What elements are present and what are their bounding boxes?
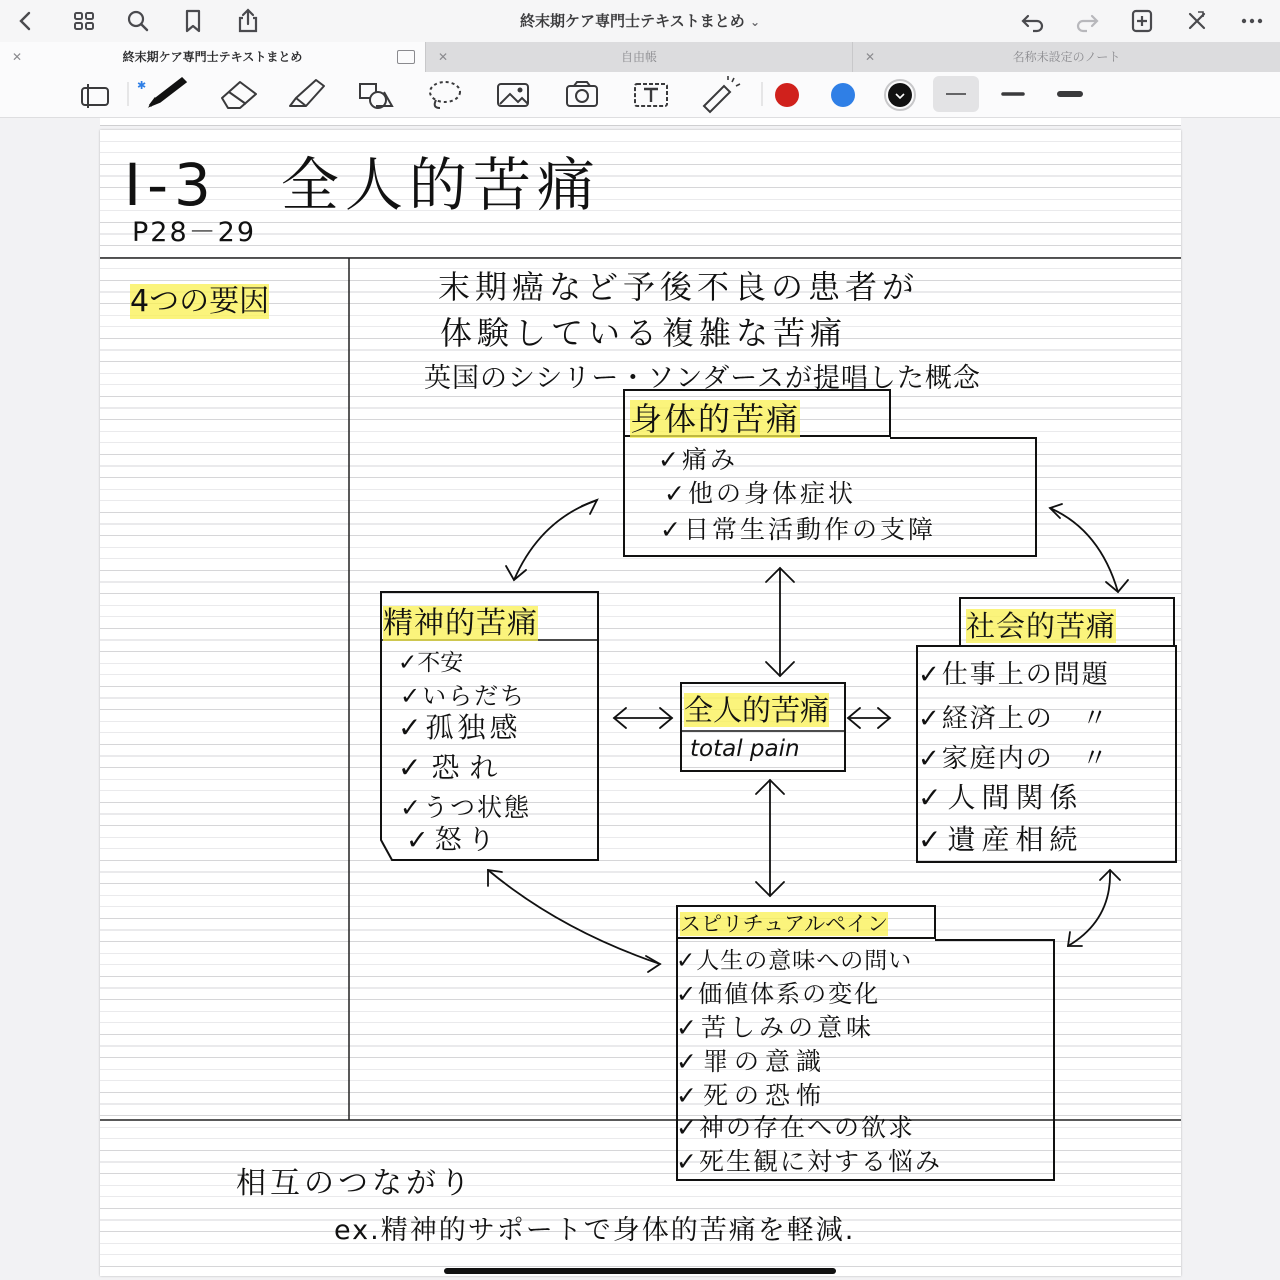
arrow-physical-social (1050, 508, 1118, 592)
spiritual-item: ✓罪の意識 (676, 1047, 827, 1076)
spiritual-item: ✓神の存在への欲求 (676, 1113, 915, 1142)
social-item: ✓仕事上の問題 (918, 660, 1110, 690)
tab-label: 終末期ケア専門士テキストまとめ (122, 50, 303, 64)
physical-item: ✓日常生活動作の支障 (660, 515, 936, 544)
tab-label: 名称未設定のノート (1012, 50, 1121, 64)
arrow-social-spiritual (1068, 870, 1110, 946)
note-heading: I-3 全人的苦痛 (124, 151, 601, 219)
physical-item: ✓痛み (658, 445, 738, 474)
intro-line-1: 末期癌など予後不良の患者が (438, 268, 920, 306)
document-title-text: 終末期ケア専門士テキストまとめ (520, 12, 745, 30)
chevron-down-icon: ⌄ (749, 15, 760, 29)
tab-label: 自由帳 (620, 50, 657, 64)
summary-line-1: 相互のつながり (236, 1166, 474, 1201)
close-tab-icon[interactable]: ✕ (12, 50, 23, 64)
mental-item: ✓うつ状態 (400, 793, 531, 822)
mental-item: ✓いらだち (400, 682, 527, 710)
physical-item: ✓他の身体症状 (664, 479, 856, 508)
mental-item: ✓孤独感 (398, 711, 522, 744)
spiritual-title-text: スピリチュアルペイン (680, 912, 889, 936)
mental-title-text: 精神的苦痛 (383, 606, 538, 641)
social-item: ✓人間関係 (918, 781, 1084, 814)
total-pain-title (684, 688, 829, 729)
physical-title (630, 394, 800, 440)
mental-item: ✓恐れ (398, 751, 508, 784)
social-item: ✓経済上の 〃 (918, 704, 1110, 734)
page-reference: P28－29 (132, 217, 256, 248)
social-title-text: 社会的苦痛 (966, 609, 1117, 643)
spiritual-item: ✓死生観に対する悩み (676, 1147, 942, 1176)
relation-arrows (488, 500, 1128, 972)
spiritual-item: ✓苦しみの意味 (676, 1013, 875, 1042)
spiritual-item: ✓人生の意味への問い (676, 948, 913, 974)
intro-line-3: 英国のシシリー・ソンダースが提唱した概念 (424, 363, 981, 394)
cue-label-text: 4つの要因 (130, 284, 270, 319)
mental-item: ✓怒り (406, 825, 501, 856)
mental-item: ✓不安 (398, 650, 464, 676)
spiritual-item: ✓死の恐怖 (676, 1081, 827, 1110)
social-item: ✓遺産相続 (918, 823, 1084, 856)
close-tab-icon[interactable]: ✕ (438, 50, 449, 64)
close-tab-icon[interactable]: ✕ (865, 50, 876, 64)
bluetooth-icon: ✱ (137, 79, 147, 92)
arrow-mental-spiritual (488, 870, 660, 964)
total-pain-title-text: 全人的苦痛 (684, 693, 830, 727)
intro-line-2: 体験している複雑な苦痛 (440, 314, 848, 352)
summary-line-2: ex.精神的サポートで身体的苦痛を軽減. (334, 1215, 856, 1246)
total-pain-subtitle: total pain (690, 736, 800, 762)
home-indicator[interactable] (444, 1268, 836, 1274)
physical-title-text: 身体的苦痛 (630, 400, 801, 438)
spiritual-item: ✓価値体系の変化 (676, 980, 881, 1008)
mental-title (383, 598, 538, 642)
spiritual-title (680, 908, 888, 938)
social-title (966, 604, 1116, 645)
arrow-physical-mental (514, 500, 597, 580)
social-item: ✓家庭内の 〃 (918, 744, 1110, 774)
